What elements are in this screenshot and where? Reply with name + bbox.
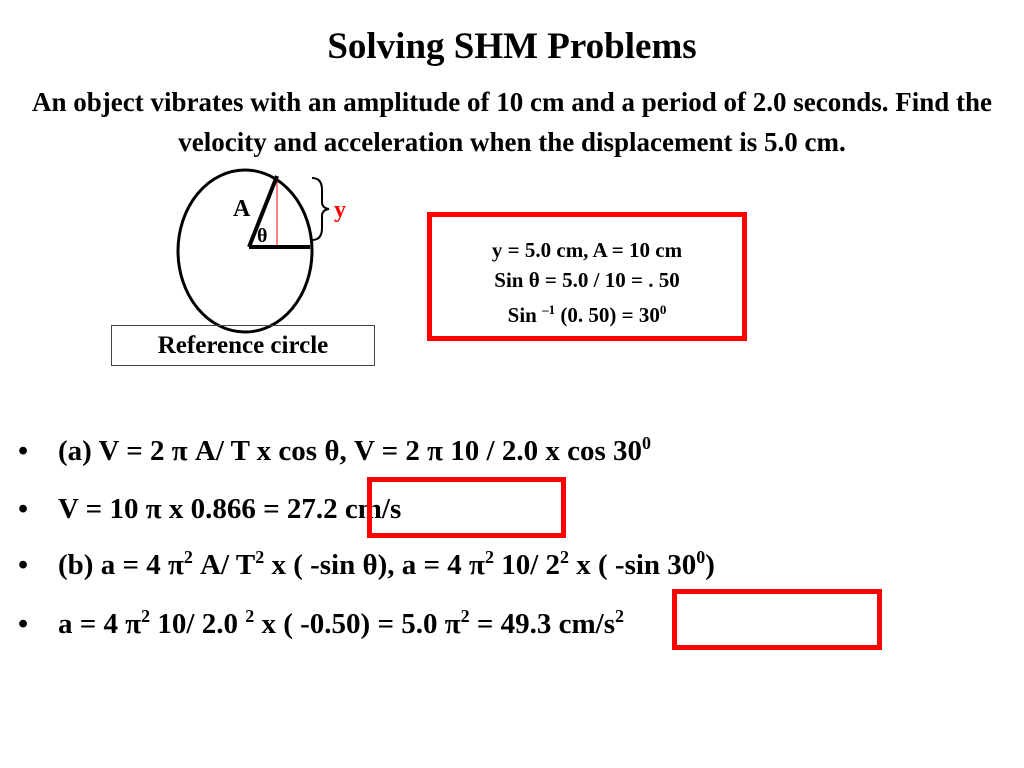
list-item-velocity-result: • V = 10 π x 0.866 = 27.2 cm/s	[18, 493, 402, 525]
displacement-label: y	[334, 197, 346, 223]
bullet-icon: •	[18, 493, 29, 525]
list-item-velocity-formula: • (a) V = 2 π A/ T x cos θ, V = 2 π 10 / 2.0 x $\cos 30^0$	[18, 433, 652, 467]
bullet-icon: •	[18, 435, 29, 467]
list-item-acceleration-formula: • (b) a = 4 $\pi^2$ A/ $T^2$ x ( -sin θ), a = 4 $\pi^2$ 10/ $2^2$ x ( -sin $30^0$)	[18, 547, 715, 581]
calc-line-1: y = 5.0 cm, A = 10 cm	[491, 238, 683, 262]
reference-circle-caption: Reference circle	[111, 325, 375, 366]
acceleration-answer-highlight	[672, 589, 882, 650]
calc-line-2: Sin θ = 5.0 / 10 = . 50	[494, 268, 680, 292]
amplitude-label: A	[233, 196, 251, 222]
bullet-icon: •	[18, 549, 29, 581]
bullet-icon: •	[18, 608, 29, 640]
list-item-acceleration-result: • a = 4 $\pi^2$ 10/ 2.0 $^2$ x ( -0.50) = 5.0 $\pi^2 = 49.3$ $cm/s^2$	[18, 606, 625, 640]
calc-line-3: Sin $^{-1}$ (0. $50) = 30^0$	[507, 302, 667, 327]
problem-statement: An object vibrates with an amplitude of 10 cm and a period of 2.0 seconds. Find the velocity and acceleration when the displacement is 5.0 cm.	[31, 87, 993, 157]
slide-title: Solving SHM Problems	[327, 26, 697, 67]
velocity-answer-highlight	[367, 477, 566, 538]
angle-label: θ	[257, 225, 268, 247]
